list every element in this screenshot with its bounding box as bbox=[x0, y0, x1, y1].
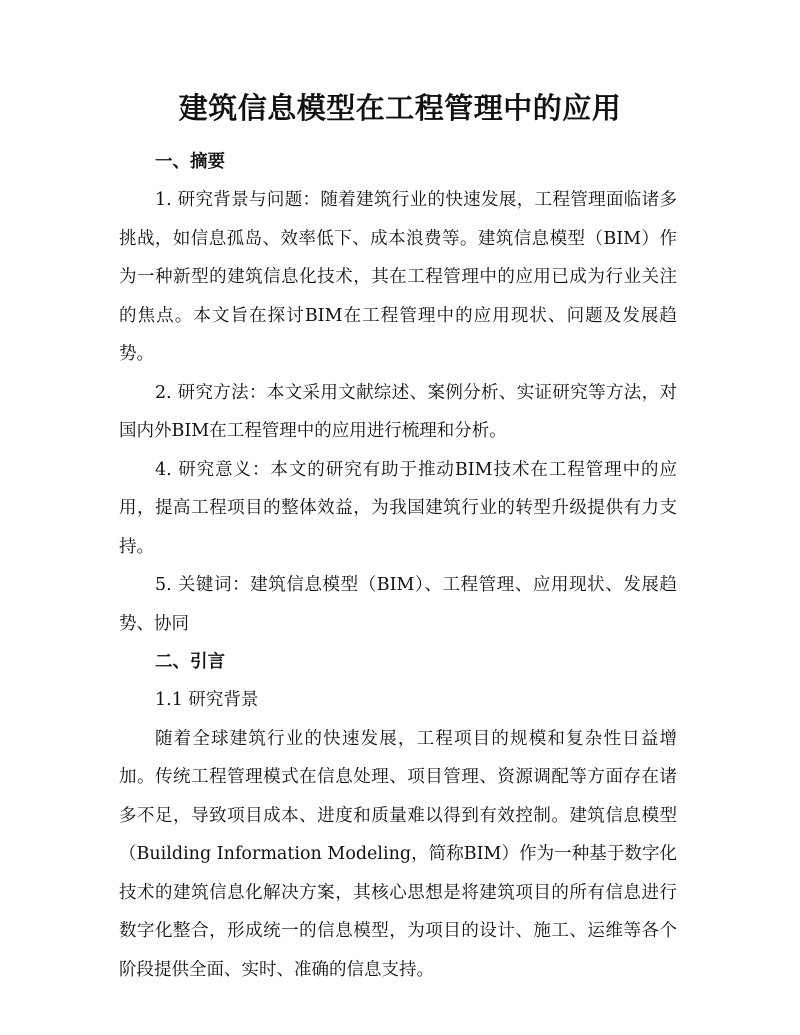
abstract-item-method: 2. 研究方法：本文采用文献综述、案例分析、实证研究等方法，对国内外BIM在工程管理中的应用进行梳理和分析。 bbox=[119, 382, 677, 441]
abstract-item-keywords: 5. 关键词：建筑信息模型（BIM）、工程管理、应用现状、发展趋势、协同 bbox=[119, 575, 677, 634]
document-body bbox=[119, 143, 677, 989]
abstract-item-significance: 4. 研究意义：本文的研究有助于推动BIM技术在工程管理中的应用，提高工程项目的整体效益，为我国建筑行业的转型升级提供有力支持。 bbox=[119, 459, 677, 557]
introduction-heading: 二、引言 bbox=[155, 652, 225, 672]
abstract-heading: 一、摘要 bbox=[155, 152, 225, 172]
introduction-subheading: 1.1 研究背景 bbox=[155, 690, 259, 710]
introduction-paragraph: 随着全球建筑行业的快速发展，工程项目的规模和复杂性日益增加。传统工程管理模式在信息处理、项目管理、资源调配等方面存在诸多不足，导致项目成本、进度和质量难以得到有效控制。建筑信息模型（Building Information Modeling，简称BIM）作为一种基于数字化技术的建筑信息化解决方案，其核心思想是将建筑项目的所有信息进行数字化整合，形成统一的信息模型，为项目的设计、施工、运维等各个阶段提供全面、实时、准确的信息支持。 bbox=[119, 728, 677, 980]
abstract-item-background: 1. 研究背景与问题：随着建筑行业的快速发展，工程管理面临诸多挑战，如信息孤岛、效率低下、成本浪费等。建筑信息模型（BIM）作为一种新型的建筑信息化技术，其在工程管理中的应用已成为行业关注的焦点。本文旨在探讨BIM在工程管理中的应用现状、问题及发展趋势。 bbox=[119, 190, 677, 364]
document-title: 建筑信息模型在工程管理中的应用 bbox=[178, 91, 622, 125]
